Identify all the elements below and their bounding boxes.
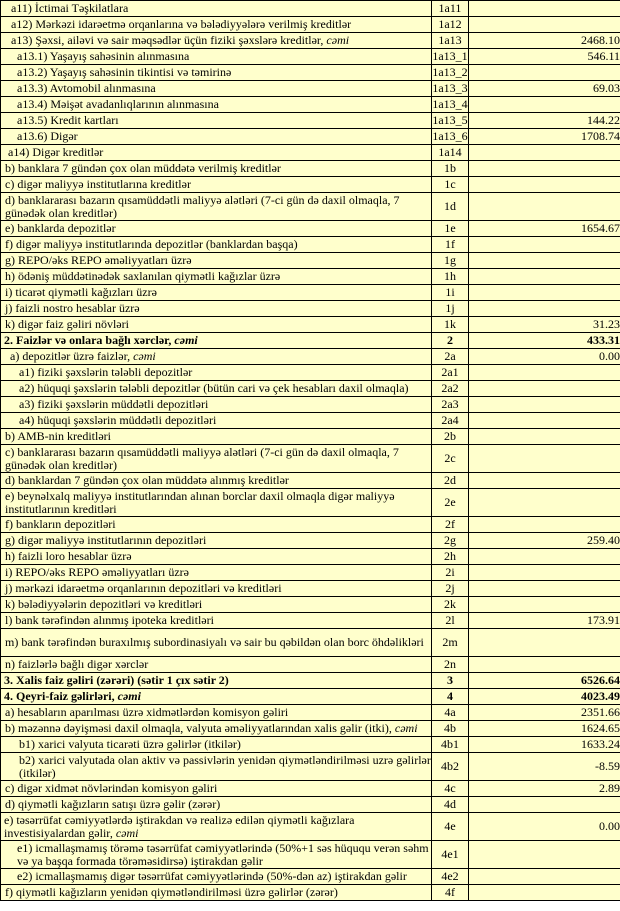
row-value-cell[interactable]	[469, 657, 620, 673]
table-row	[1, 533, 620, 549]
row-label-cell[interactable]: a) hesabların aparılması üzrə xidmətlərdən komisyon gəliri	[1, 705, 432, 721]
row-label-cell[interactable]: f) qiymətli kağızların yenidən qiymətləndirilməsi üzrə gəlirlər (zərər)	[1, 885, 432, 901]
table-row	[1, 97, 620, 113]
row-code-cell[interactable]: 2f	[432, 517, 469, 533]
row-code-cell[interactable]: 1e	[432, 221, 469, 237]
row-value-cell[interactable]	[469, 237, 620, 253]
row-value-cell[interactable]	[469, 301, 620, 317]
row-value-cell[interactable]	[469, 1, 620, 17]
row-code-cell[interactable]: 2i	[432, 565, 469, 581]
row-code-cell[interactable]: 2a1	[432, 365, 469, 381]
table-row	[1, 813, 620, 841]
row-code-cell[interactable]: 4e1	[432, 841, 469, 869]
row-label-cell[interactable]: j) faizli nostro hesablar üzrə	[1, 301, 432, 317]
row-value-cell[interactable]	[469, 597, 620, 613]
row-value-cell[interactable]	[469, 193, 620, 221]
row-code-cell[interactable]: 1c	[432, 177, 469, 193]
table-row	[1, 613, 620, 629]
table-row	[1, 113, 620, 129]
table-row	[1, 565, 620, 581]
row-code-cell[interactable]: 2m	[432, 629, 469, 657]
row-label-cell[interactable]: l) bank tərəfindən alınmış ipoteka kreditləri	[1, 613, 432, 629]
row-value-cell[interactable]	[469, 869, 620, 885]
table-row	[1, 705, 620, 721]
row-code-cell[interactable]: 4e	[432, 813, 469, 841]
table-row	[1, 49, 620, 65]
table-row	[1, 253, 620, 269]
row-code-cell[interactable]: 1h	[432, 269, 469, 285]
table-row	[1, 333, 620, 349]
row-value-cell[interactable]	[469, 885, 620, 901]
row-code-cell[interactable]: 1i	[432, 285, 469, 301]
row-label-cell[interactable]: j) mərkəzi idarəetmə orqanlarının depozitləri və kreditləri	[1, 581, 432, 597]
table-row	[1, 885, 620, 901]
row-value-cell[interactable]: 4023.49	[469, 689, 620, 705]
table-row	[1, 161, 620, 177]
row-label-cell[interactable]: b2) xarici valyutada olan aktiv və passivlərin yenidən qiymətləndirilməsi uzrə gəlirlər (itkilər)	[1, 753, 432, 781]
row-label-italic-suffix: cəmi	[394, 721, 418, 735]
row-code-cell[interactable]: 2a3	[432, 397, 469, 413]
table-row	[1, 689, 620, 705]
row-code-cell[interactable]: 1b	[432, 161, 469, 177]
row-label-cell[interactable]: a13.2) Yaşayış sahəsinin tikintisi və təmirinə	[1, 65, 432, 81]
row-value-cell[interactable]: 1633.24	[469, 737, 620, 753]
table-row	[1, 753, 620, 781]
table-row	[1, 429, 620, 445]
row-label-cell[interactable]: d) banklararası bazarın qısamüddətli maliyyə alətləri (7-ci gün də daxil olmaqla, 7 günədək olan kreditlər)	[1, 193, 432, 221]
row-value-cell[interactable]	[469, 429, 620, 445]
row-value-cell[interactable]	[469, 177, 620, 193]
row-code-cell[interactable]: 4f	[432, 885, 469, 901]
row-code-cell[interactable]: 1a13_6	[432, 129, 468, 143]
row-label-cell[interactable]: a1) fiziki şəxslərin tələbli depozitlər	[1, 365, 432, 381]
row-value-cell[interactable]: 173.91	[469, 613, 620, 629]
table-row	[1, 797, 620, 813]
row-code-cell[interactable]: 4b	[432, 721, 469, 737]
row-label-cell[interactable]: e) banklarda depozitlər	[1, 221, 432, 237]
row-value-cell[interactable]: 546.11	[469, 49, 620, 65]
row-label-cell[interactable]: e) beynəlxalq maliyyə institutlarından alınan borclar daxil olmaqla digər maliyyə institutlarının kreditləri	[1, 489, 432, 517]
row-value-cell[interactable]	[469, 381, 620, 397]
row-value-cell[interactable]: 259.40	[469, 533, 620, 549]
row-label-cell[interactable]: a2) hüquqi şəxslərin tələbli depozitlər (bütün cari və çek hesabları daxil olmaqla)	[1, 381, 432, 397]
row-code-cell[interactable]: 2c	[432, 445, 469, 473]
row-label-cell[interactable]: a4) hüquqi şəxslərin müddətli depozitləri	[1, 413, 432, 429]
row-value-cell[interactable]	[469, 581, 620, 597]
row-value-cell[interactable]: 0.00	[469, 349, 620, 365]
row-label-cell[interactable]: k) digər faiz gəliri növləri	[1, 317, 432, 333]
row-label-cell[interactable]: g) REPO/əks REPO əməliyyatları üzrə	[1, 253, 432, 269]
table-row	[1, 221, 620, 237]
row-code-cell[interactable]: 2k	[432, 597, 469, 613]
row-code-cell[interactable]: 1a14	[432, 145, 469, 161]
table-row	[1, 445, 620, 473]
row-label-cell[interactable]: a13) Şəxsi, ailəvi və sair məqsədlər üçün fiziki şəxslərə kreditlər, cəmi	[1, 33, 432, 49]
row-value-cell[interactable]	[469, 517, 620, 533]
table-row	[1, 193, 620, 221]
row-label-cell[interactable]: b) məzənnə dəyişməsi daxil olmaqla, valyuta əməliyyatlarından xalis gəlir (itki), cəmi	[1, 721, 432, 737]
row-label-cell[interactable]: b) AMB-nin kreditləri	[1, 429, 432, 445]
row-value-cell[interactable]	[469, 65, 620, 81]
row-label-cell[interactable]: h) faizli loro hesablar üzrə	[1, 549, 432, 565]
row-label-italic-suffix: cəmi	[326, 33, 350, 47]
row-label-cell[interactable]: i) ticarət qiymətli kağızları üzrə	[1, 285, 432, 301]
row-value-cell[interactable]	[469, 565, 620, 581]
row-label-cell[interactable]: 3. Xalis faiz gəliri (zərəri) (sətir 1 çıx sətir 2)	[1, 673, 432, 689]
row-label-cell[interactable]: i) REPO/əks REPO əməliyyatları üzrə	[1, 565, 432, 581]
row-value-cell[interactable]	[469, 629, 620, 657]
table-row	[1, 737, 620, 753]
row-value-cell[interactable]: 1654.67	[469, 221, 620, 237]
row-code-cell[interactable]: 2e	[432, 489, 469, 517]
table-row	[1, 721, 620, 737]
table-row	[1, 301, 620, 317]
row-code-cell[interactable]: 2a2	[432, 381, 469, 397]
report-table-body	[1, 1, 620, 901]
row-value-cell[interactable]: 1624.65	[469, 721, 620, 737]
row-code-cell[interactable]: 1a12	[432, 17, 469, 33]
row-label-italic-suffix: cəmi	[133, 349, 156, 363]
row-value-cell[interactable]	[469, 269, 620, 285]
row-label-cell[interactable]: k) bələdiyyələrin depozitləri və kreditləri	[1, 597, 432, 613]
table-row	[1, 317, 620, 333]
table-row	[1, 33, 620, 49]
table-row	[1, 365, 620, 381]
row-label-cell[interactable]: e1) icmallaşmamış törəmə təsərrüfat cəmiyyətlərində (50%+1 səs hüququ verən səhm və ya başqa formada törəməsidirsə) iştirakdan gəlir	[1, 841, 432, 869]
row-value-cell[interactable]: 69.03	[469, 81, 620, 97]
row-label-cell[interactable]: b1) xarici valyuta ticarəti üzrə gəlirlər (itkilər)	[1, 737, 432, 753]
row-label-cell[interactable]: c) digər xidmət növlərindən komisyon gəliri	[1, 781, 432, 797]
row-label-cell[interactable]: d) qiymətli kağızların satışı üzrə gəlir (zərər)	[1, 797, 432, 813]
table-row	[1, 1, 620, 17]
row-value-cell[interactable]	[469, 489, 620, 517]
row-value-cell[interactable]: 2468.10	[469, 33, 620, 49]
table-row	[1, 549, 620, 565]
table-row	[1, 177, 620, 193]
row-label-cell[interactable]: a13.5) Kredit kartları	[1, 113, 432, 129]
table-row	[1, 237, 620, 253]
row-code-cell[interactable]: 1f	[432, 237, 469, 253]
table-row	[1, 17, 620, 33]
row-code-cell[interactable]: 2d	[432, 473, 469, 489]
row-code-cell[interactable]: 1a13_3	[432, 81, 468, 95]
row-value-cell[interactable]	[469, 285, 620, 301]
table-row	[1, 517, 620, 533]
row-code-cell[interactable]: 2a4	[432, 413, 469, 429]
table-row	[1, 657, 620, 673]
row-value-cell[interactable]	[469, 145, 620, 161]
table-row	[1, 473, 620, 489]
table-row	[1, 781, 620, 797]
row-label-cell[interactable]: e2) icmallaşmamış digər təsərrüfat cəmiyyətlərində (50%-dən az) iştirakdan gəlir	[1, 869, 432, 885]
row-label-cell[interactable]: c) banklararası bazarın qısamüddətli maliyyə alətləri (7-ci gün də daxil olmaqla, 7 günədək olan kreditlər)	[1, 445, 432, 473]
row-label-cell[interactable]: a) depozitlər üzrə faizlər, cəmi	[1, 349, 432, 365]
row-label-cell[interactable]: a3) fiziki şəxslərin müddətli depozitləri	[1, 397, 432, 413]
table-row	[1, 413, 620, 429]
row-value-cell[interactable]: 144.22	[469, 113, 620, 129]
row-value-cell[interactable]: 1708.74	[469, 129, 620, 145]
table-row	[1, 841, 620, 869]
row-value-cell[interactable]	[469, 797, 620, 813]
row-value-cell[interactable]: 31.23	[469, 317, 620, 333]
row-code-cell[interactable]: 1a13_5	[432, 113, 468, 127]
row-code-cell[interactable]: 4	[432, 689, 469, 705]
row-code-cell[interactable]: 2j	[432, 581, 469, 597]
row-code-cell[interactable]: 2g	[432, 533, 469, 549]
row-code-cell[interactable]: 2n	[432, 657, 469, 673]
row-code-cell[interactable]: 1g	[432, 253, 469, 269]
row-value-cell[interactable]: 2.89	[469, 781, 620, 797]
row-code-cell[interactable]: 2l	[432, 613, 469, 629]
row-value-cell[interactable]	[469, 365, 620, 381]
row-value-cell[interactable]	[469, 97, 620, 113]
row-value-cell[interactable]: 0.00	[469, 813, 620, 841]
row-value-cell[interactable]: -8.59	[469, 753, 620, 781]
row-value-cell[interactable]: 2351.66	[469, 705, 620, 721]
row-label-cell[interactable]: n) faizlərlə bağlı digər xərclər	[1, 657, 432, 673]
row-value-cell[interactable]	[469, 841, 620, 869]
row-label-cell[interactable]: a14) Digər kreditlər	[1, 145, 432, 161]
table-row	[1, 597, 620, 613]
row-label-italic-suffix: cəmi	[115, 825, 139, 840]
table-row	[1, 673, 620, 689]
row-label-cell[interactable]: b) banklara 7 gündən çox olan müddətə verilmiş kreditlər	[1, 161, 432, 177]
table-row	[1, 81, 620, 97]
row-label-italic-suffix: cəmi	[174, 333, 198, 347]
row-label-cell[interactable]: a13.3) Avtomobil alınmasına	[1, 81, 432, 97]
row-label-cell[interactable]: 4. Qeyri-faiz gəlirləri, cəmi	[1, 689, 432, 705]
row-label-cell[interactable]: a12) Mərkəzi idarəetmə orqanlarına və bələdiyyələrə verilmiş kreditlər	[1, 17, 432, 33]
row-label-cell[interactable]: 2. Faizlər və onlara bağlı xərclər, cəmi	[1, 333, 432, 349]
table-row	[1, 629, 620, 657]
table-row	[1, 285, 620, 301]
row-code-cell[interactable]: 4c	[432, 781, 469, 797]
row-label-cell[interactable]: g) digər maliyyə institutlarının depozitləri	[1, 533, 432, 549]
row-value-cell[interactable]	[469, 161, 620, 177]
row-code-cell[interactable]: 1a13_2	[432, 65, 468, 79]
row-value-cell[interactable]	[469, 445, 620, 473]
row-label-cell[interactable]: h) ödəniş müddətinədək saxlanılan qiymətli kağızlar üzrə	[1, 269, 432, 285]
row-code-cell[interactable]: 4b1	[432, 737, 469, 753]
row-value-cell[interactable]	[469, 397, 620, 413]
row-code-cell[interactable]: 2h	[432, 549, 469, 565]
row-label-cell[interactable]: a13.4) Məişət avadanlıqlarının alınmasına	[1, 97, 432, 113]
row-value-cell[interactable]: 6526.64	[469, 673, 620, 689]
row-value-cell[interactable]	[469, 413, 620, 429]
row-code-cell[interactable]: 1a13	[432, 33, 469, 49]
row-label-cell[interactable]: a13.1) Yaşayış sahəsinin alınmasına	[1, 49, 432, 65]
row-value-cell[interactable]: 433.31	[469, 333, 620, 349]
table-row	[1, 349, 620, 365]
row-code-cell[interactable]: 2a	[432, 349, 469, 365]
table-row	[1, 397, 620, 413]
row-code-cell[interactable]: 2b	[432, 429, 469, 445]
row-value-cell[interactable]	[469, 17, 620, 33]
row-code-cell[interactable]: 4b2	[432, 753, 469, 781]
table-row	[1, 145, 620, 161]
row-label-italic-suffix: cəmi	[117, 689, 141, 703]
row-label-cell[interactable]: d) banklardan 7 gündən çox olan müddətə alınmış kreditlər	[1, 473, 432, 489]
row-code-cell[interactable]: 1a13_4	[432, 97, 468, 111]
row-label-cell[interactable]: a11) İctimai Təşkilatlara	[1, 1, 432, 17]
row-label-cell[interactable]: c) digər maliyyə institutlarına kreditlər	[1, 177, 432, 193]
row-code-cell[interactable]: 1k	[432, 317, 469, 333]
row-code-cell[interactable]: 1j	[432, 301, 469, 317]
table-row	[1, 269, 620, 285]
row-code-cell[interactable]: 4e2	[432, 869, 469, 885]
row-code-cell[interactable]: 2	[432, 333, 469, 349]
row-value-cell[interactable]	[469, 253, 620, 269]
row-code-cell[interactable]: 1a11	[432, 1, 469, 17]
table-row	[1, 381, 620, 397]
row-code-cell[interactable]: 4a	[432, 705, 469, 721]
row-value-cell[interactable]	[469, 473, 620, 489]
table-row	[1, 581, 620, 597]
table-row	[1, 869, 620, 885]
row-code-cell[interactable]: 1a13_1	[432, 49, 468, 63]
row-code-cell[interactable]: 4d	[432, 797, 469, 813]
table-row	[1, 129, 620, 145]
row-code-cell[interactable]: 3	[432, 673, 469, 689]
row-label-cell[interactable]: a13.6) Digər	[1, 129, 432, 145]
table-row	[1, 65, 620, 81]
row-code-cell[interactable]: 1d	[432, 193, 469, 221]
row-value-cell[interactable]	[469, 549, 620, 565]
row-label-cell[interactable]: f) digər maliyyə institutlarında depozitlər (banklardan başqa)	[1, 237, 432, 253]
row-label-cell[interactable]: e) təsərrüfat cəmiyyətlərdə iştirakdan və realizə edilən qiymətli kağızlara investisiyalardan gəlir, cəmi	[1, 813, 432, 841]
row-label-cell[interactable]: m) bank tərəfindən buraxılmış subordinasiyalı və sair bu qəbildən olan borc öhdəlikləri	[1, 629, 432, 657]
row-label-cell[interactable]: f) bankların depozitləri	[1, 517, 432, 533]
table-row	[1, 489, 620, 517]
